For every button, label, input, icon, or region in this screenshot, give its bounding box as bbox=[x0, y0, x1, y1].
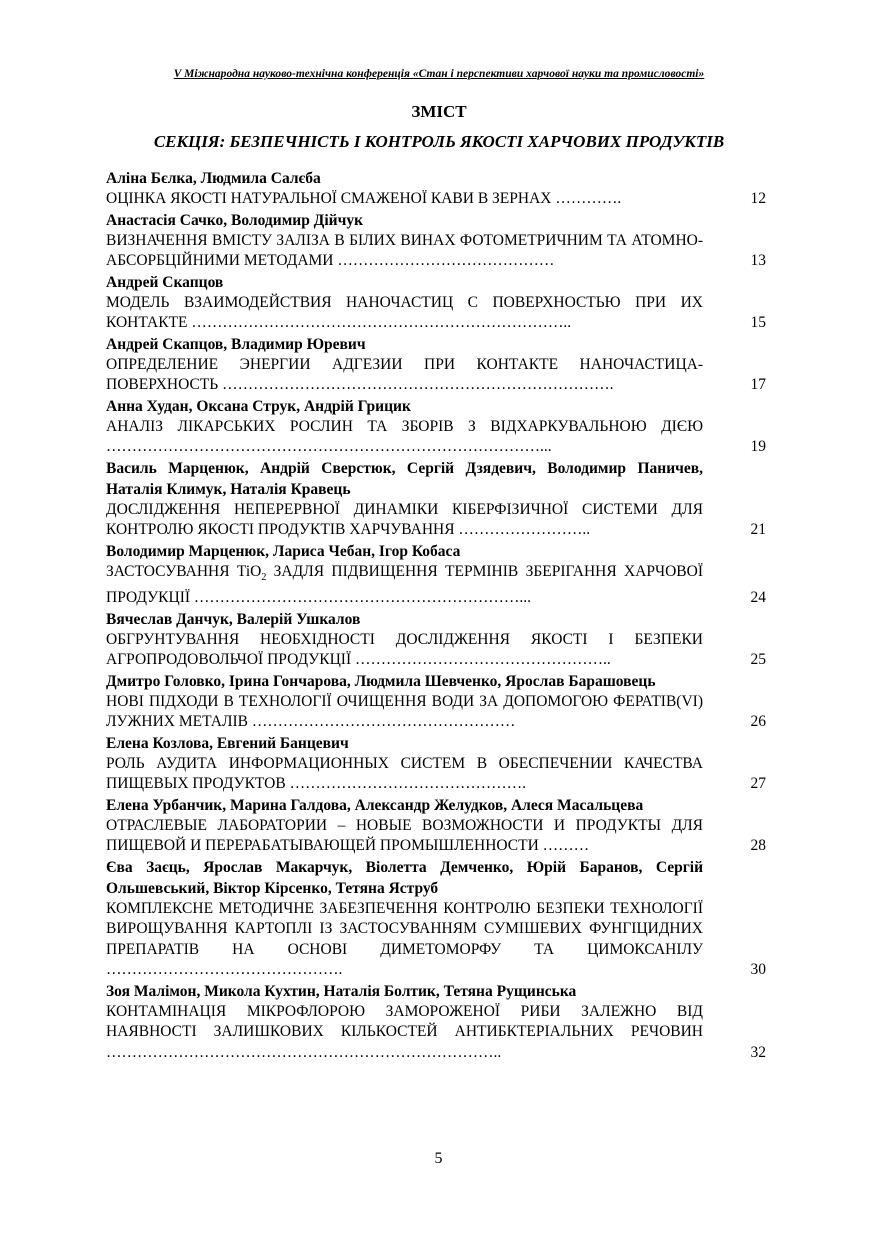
entry-title-end: ЗАДЛЯ ПІДВИЩЕННЯ ТЕРМІНІВ ЗБЕРІГАННЯ ХАРЧОВОЇ ПРОДУКЦІЇ ………………………………………………………... bbox=[106, 562, 703, 607]
entry-page-number: 28 bbox=[750, 837, 766, 855]
entry-authors: Елена Урбанчик, Марина Галдова, Александр Желудков, Алеся Масальцева bbox=[106, 796, 644, 814]
toc-entry[interactable] bbox=[106, 541, 766, 609]
entry-page-number: 15 bbox=[750, 314, 766, 331]
entry-page-number: 13 bbox=[750, 252, 766, 269]
entry-title: КОМПЛЕКСНЕ МЕТОДИЧНЕ ЗАБЕЗПЕЧЕННЯ КОНТРОЛЮ БЕЗПЕКИ ТЕХНОЛОГІЇ ВИРОЩУВАННЯ КАРТОПЛІ ІЗ ЗАСТОСУВАННЯМ СУМІШЕВИХ ФУНГІЦИДНИХ ПРЕПАРАТІВ НА ОСНОВІ ДИМЕТОМОРФУ ТА ЦИМОКСАНІЛУ ………………………………………. bbox=[106, 899, 703, 979]
entry-title bbox=[106, 562, 703, 609]
entry-title: ОБГРУНТУВАННЯ НЕОБХІДНОСТІ ДОСЛІДЖЕННЯ ЯКОСТІ І БЕЗПЕКИ АГРОПРОДОВОЛЬЧОЇ ПРОДУКЦІЇ ………………………………………….. bbox=[106, 630, 703, 669]
page-number: 5 bbox=[434, 1150, 443, 1167]
toc-entry[interactable] bbox=[106, 857, 766, 981]
entry-title: НОВІ ПІДХОДИ В ТЕХНОЛОГІЇ ОЧИЩЕННЯ ВОДИ ЗА ДОПОМОГОЮ ФЕРАТІВ(VI) ЛУЖНИХ МЕТАЛІВ …………………………………………… bbox=[106, 692, 703, 731]
entry-authors: Василь Марценюк, Андрій Сверстюк, Сергій Дзядевич, Володимир Паничев, Наталія Климук, Наталія Кравець bbox=[106, 459, 703, 498]
entry-title: РОЛЬ АУДИТА ИНФОРМАЦИОННЫХ СИСТЕМ В ОБЕСПЕЧЕНИИ КАЧЕСТВА ПИЩЕВЫХ ПРОДУКТОВ ………………………………………. bbox=[106, 754, 703, 793]
entry-title-subscript: 2 bbox=[261, 571, 267, 583]
entry-title: АНАЛІЗ ЛІКАРСЬКИХ РОСЛИН ТА ЗБОРІВ З ВІДХАРКУВАЛЬНОЮ ДІЄЮ …………………………………………………………………………... bbox=[106, 417, 703, 455]
entry-page-number: 24 bbox=[750, 589, 766, 607]
entry-page-number: 25 bbox=[750, 651, 766, 669]
entry-authors: Вячеслав Данчук, Валерій Ушкалов bbox=[106, 610, 361, 628]
entry-title: ОЦІНКА ЯКОСТІ НАТУРАЛЬНОЇ СМАЖЕНОЇ КАВИ В ЗЕРНАХ …………. bbox=[106, 190, 622, 207]
entry-title: КОНТАМІНАЦІЯ МІКРОФЛОРОЮ ЗАМОРОЖЕНОЇ РИБИ ЗАЛЕЖНО ВІД НАЯВНОСТІ ЗАЛИШКОВИХ КІЛЬКОСТЕЙ АНТИБКТЕРІАЛЬНИХ РЕЧОВИН ………………………………………………………………….. bbox=[106, 1002, 703, 1061]
section-title: СЕКЦІЯ: БЕЗПЕЧНІСТЬ І КОНТРОЛЬ ЯКОСТІ ХАРЧОВИХ ПРОДУКТІВ bbox=[153, 132, 725, 151]
running-header: V Міжнародна науково-технічна конференція «Стан і перспективи харчової науки та промисловості» bbox=[173, 68, 705, 80]
entry-page-number: 17 bbox=[750, 376, 766, 393]
toc-entry[interactable] bbox=[106, 396, 766, 458]
entry-authors: Елена Козлова, Евгений Банцевич bbox=[106, 734, 349, 752]
entry-authors: Дмитро Головко, Ірина Гончарова, Людмила Шевченко, Ярослав Барашовець bbox=[106, 672, 656, 690]
table-of-contents bbox=[106, 168, 766, 1063]
toc-entry[interactable] bbox=[106, 981, 766, 1064]
entry-authors: Володимир Марценюк, Лариса Чебан, Ігор Кобаса bbox=[106, 542, 461, 560]
toc-entry[interactable] bbox=[106, 334, 766, 396]
entry-authors: Андрей Скапцов bbox=[106, 273, 224, 291]
entry-authors: Анна Худан, Оксана Струк, Андрій Грицик bbox=[106, 397, 411, 415]
entry-title: ОТРАСЛЕВЫЕ ЛАБОРАТОРИИ – НОВЫЕ ВОЗМОЖНОСТИ И ПРОДУКТЫ ДЛЯ ПИЩЕВОЙ И ПЕРЕРАБАТЫВАЮЩЕЙ ПРОМЫШЛЕННОСТИ ……… bbox=[106, 816, 703, 855]
entry-page-number: 26 bbox=[750, 713, 766, 731]
entry-page-number: 19 bbox=[750, 438, 766, 455]
entry-authors: Анастасія Сачко, Володимир Дійчук bbox=[106, 211, 364, 229]
entry-title: ОПРЕДЕЛЕНИЕ ЭНЕРГИИ АДГЕЗИИ ПРИ КОНТАКТЕ НАНОЧАСТИЦА-ПОВЕРХНОСТЬ …………………………………………………………………. bbox=[106, 355, 703, 393]
entry-page-number: 27 bbox=[750, 775, 766, 793]
entry-title-start: ЗАСТОСУВАННЯ TiO bbox=[106, 562, 262, 580]
toc-entry[interactable] bbox=[106, 210, 766, 272]
toc-entry[interactable] bbox=[106, 795, 766, 857]
toc-entry[interactable] bbox=[106, 168, 766, 210]
entry-authors: Аліна Бєлка, Людмила Салєба bbox=[106, 170, 321, 187]
entry-page-number: 30 bbox=[750, 961, 766, 979]
entry-title: ДОСЛІДЖЕННЯ НЕПЕРЕРВНОЇ ДИНАМІКИ КІБЕРФІЗИЧНОЇ СИСТЕМИ ДЛЯ КОНТРОЛЮ ЯКОСТІ ПРОДУКТІВ ХАРЧУВАННЯ …………………….. bbox=[106, 500, 703, 538]
entry-page-number: 12 bbox=[750, 190, 766, 207]
toc-entry[interactable] bbox=[106, 671, 766, 733]
entry-authors: Єва Заєць, Ярослав Макарчук, Віолетта Демченко, Юрій Баранов, Сергій Ольшевський, Віктор Кірсенко, Тетяна Яструб bbox=[106, 858, 703, 897]
entry-page-number: 32 bbox=[750, 1043, 766, 1061]
entry-page-number: 21 bbox=[750, 521, 766, 538]
toc-entry[interactable] bbox=[106, 458, 766, 541]
entry-title: ВИЗНАЧЕННЯ ВМІСТУ ЗАЛІЗА В БІЛИХ ВИНАХ ФОТОМЕТРИЧНИМ ТА АТОМНО-АБСОРБЦІЙНИМИ МЕТОДАМИ …………………………………… bbox=[106, 231, 703, 269]
toc-entry[interactable] bbox=[106, 609, 766, 671]
entry-title: МОДЕЛЬ ВЗАИМОДЕЙСТВИЯ НАНОЧАСТИЦ С ПОВЕРХНОСТЬЮ ПРИ ИХ КОНТАКТЕ ……………………………………………………………….. bbox=[106, 293, 703, 331]
toc-title: ЗМІСТ bbox=[411, 102, 467, 121]
entry-authors: Зоя Малімон, Микола Кухтин, Наталія Болтик, Тетяна Рущинська bbox=[106, 982, 577, 1000]
toc-entry[interactable] bbox=[106, 272, 766, 334]
entry-authors: Андрей Скапцов, Владимир Юревич bbox=[106, 335, 366, 353]
toc-entry[interactable] bbox=[106, 733, 766, 795]
